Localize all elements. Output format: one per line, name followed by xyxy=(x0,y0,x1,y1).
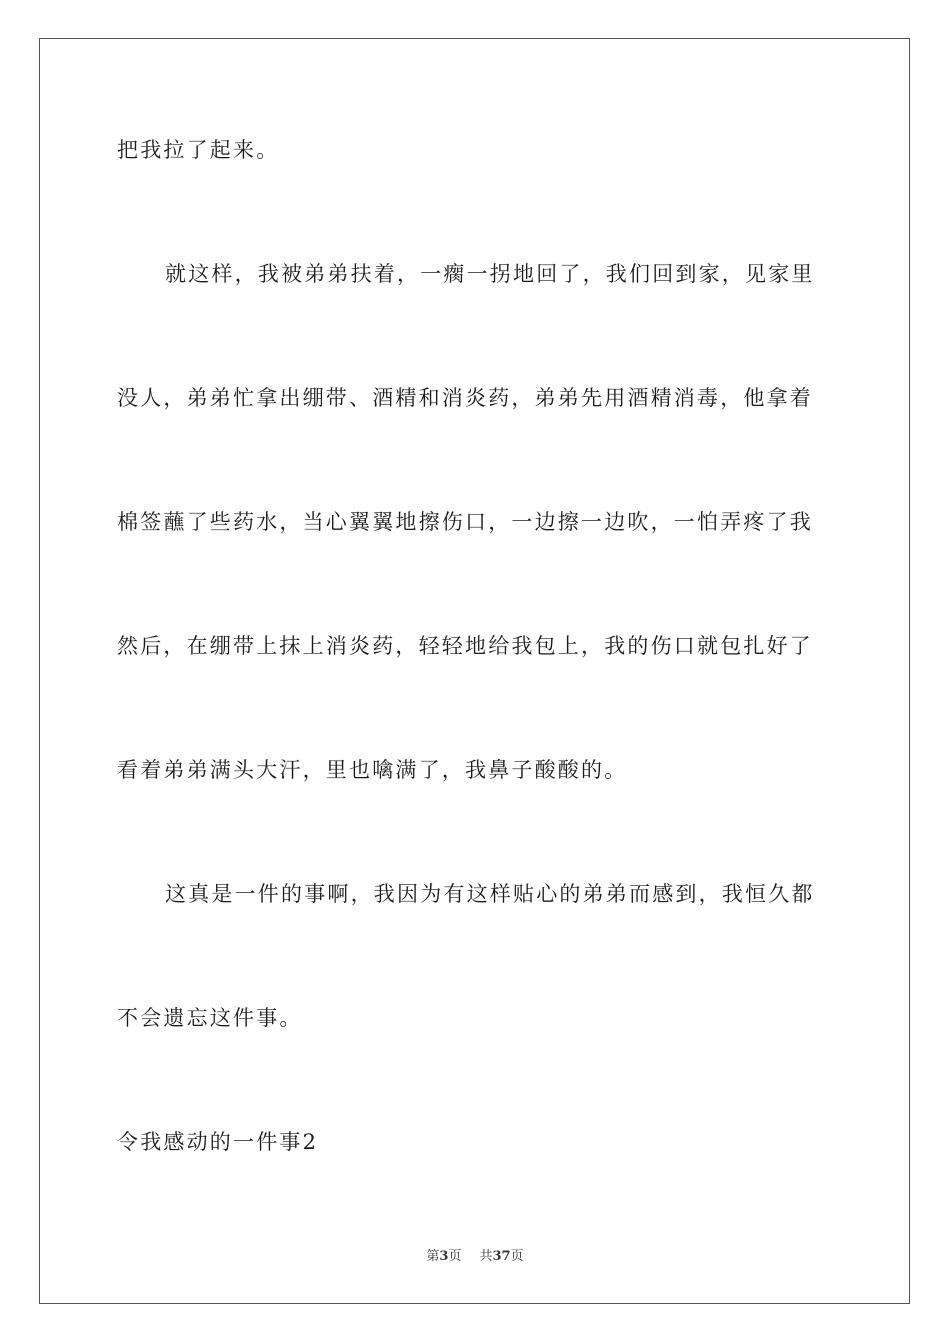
text-line-4: 棉签蘸了些药水，当心翼翼地擦伤口，一边擦一边吹，一怕弄疼了我 xyxy=(117,510,813,534)
page-prefix: 第 xyxy=(426,1249,440,1264)
text-line-1: 把我拉了起来。 xyxy=(117,138,280,162)
total-prefix: 共 xyxy=(479,1249,493,1264)
text-line-5: 然后，在绷带上抹上消炎药，轻轻地给我包上，我的伤口就包扎好了 xyxy=(117,634,813,658)
text-line-8: 不会遗忘这件事。 xyxy=(117,1006,303,1030)
text-line-2: 就这样，我被弟弟扶着，一瘸一拐地回了，我们回到家，见家里 xyxy=(165,262,815,286)
text-line-6: 看着弟弟满头大汗，里也噙满了，我鼻子酸酸的。 xyxy=(117,758,628,782)
total-suffix: 页 xyxy=(510,1249,524,1264)
page-footer xyxy=(0,1248,950,1266)
page-frame xyxy=(39,38,910,1304)
text-line-3: 没人，弟弟忙拿出绷带、酒精和消炎药，弟弟先用酒精消毒，他拿着 xyxy=(117,386,813,410)
text-line-7: 这真是一件的事啊，我因为有这样贴心的弟弟而感到，我恒久都 xyxy=(165,882,815,906)
total-pages-number: 37 xyxy=(492,1249,511,1264)
current-page-number: 3 xyxy=(439,1249,449,1264)
page-suffix: 页 xyxy=(448,1249,462,1264)
section-heading: 令我感动的一件事2 xyxy=(117,1130,319,1154)
